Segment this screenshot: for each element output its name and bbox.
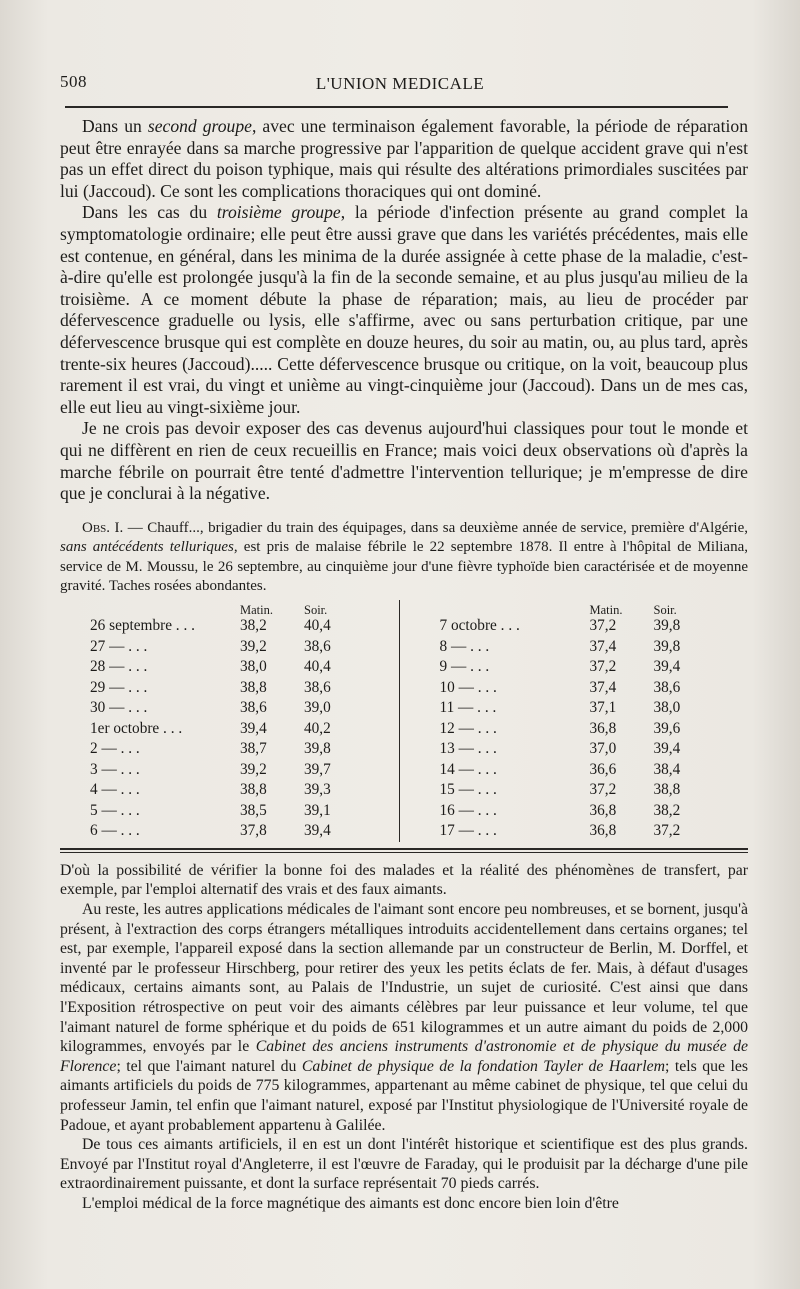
observation-text: Obs. I. — Chauff..., brigadier du train des équipages, dans sa deuxième année de service, première d'Algérie, sans antécédents telluriques, est pris de malaise fébrile le 22 septembre 1878. Il entre à l'hôpital de Miliana, service de M. Moussu, le 26 septembre, au cinquième jour d'une fièvre typhoïde bien caractérisée et de moyenne gravité. Taches rosées abondantes. bbox=[60, 519, 748, 594]
table-right-column bbox=[400, 600, 749, 842]
row-date: 5 — . . . bbox=[90, 801, 140, 819]
table-row bbox=[90, 678, 389, 699]
row-date: 9 — . . . bbox=[439, 658, 490, 676]
row-soir: 38,6 bbox=[304, 637, 331, 655]
row-date: 17 — . . . bbox=[439, 822, 497, 840]
table-row bbox=[440, 678, 739, 699]
row-date: 2 — . . . bbox=[90, 740, 140, 758]
main-text bbox=[60, 116, 748, 505]
row-soir: 39,8 bbox=[304, 740, 331, 758]
row-soir: 37,2 bbox=[653, 822, 681, 840]
row-soir: 38,4 bbox=[653, 760, 681, 778]
page-number: 508 bbox=[60, 72, 87, 91]
row-soir: 39,8 bbox=[653, 637, 681, 655]
row-matin: 37,2 bbox=[589, 617, 617, 635]
row-matin: 39,2 bbox=[240, 637, 267, 655]
table-row bbox=[440, 616, 739, 637]
row-soir: 39,8 bbox=[653, 617, 681, 635]
journal-title: L'UNION MEDICALE bbox=[315, 74, 485, 93]
table-row bbox=[90, 616, 389, 637]
header-matin: Matin. bbox=[240, 603, 273, 618]
row-matin: 37,1 bbox=[589, 699, 617, 717]
row-date: 12 — . . . bbox=[439, 719, 497, 737]
table-left-column bbox=[60, 600, 400, 842]
row-matin: 39,4 bbox=[240, 719, 267, 737]
table-row bbox=[90, 739, 389, 760]
paragraph-faraday: De tous ces aimants artificiels, il en est un dont l'intérêt historique et scientifique est des plus grands. Envoyé par l'Institut royal d'Angleterre, il est l'œuvre de Faraday, qui le produisit par la décharge d'une pile extraordinairement puissante, et dont la surface représentait 70 pieds carrés. bbox=[60, 1136, 748, 1193]
observation-block bbox=[60, 519, 748, 597]
row-soir: 39,4 bbox=[304, 822, 331, 840]
row-date: 15 — . . . bbox=[439, 781, 497, 799]
row-matin: 38,2 bbox=[240, 617, 267, 635]
row-soir: 38,2 bbox=[653, 801, 681, 819]
table-row bbox=[440, 719, 739, 740]
paragraph-transfer: D'où la possibilité de vérifier la bonne foi des malades et la réalité des phénomènes de transfert, par exemple, par l'emploi alternatif des vrais et des faux aimants. bbox=[60, 861, 748, 899]
row-matin: 37,4 bbox=[589, 637, 617, 655]
row-soir: 40,4 bbox=[304, 658, 331, 676]
paragraph-closing: L'emploi médical de la force magnétique des aimants est donc encore bien loin d'être bbox=[82, 1194, 619, 1212]
header-soir: Soir. bbox=[304, 603, 328, 618]
row-matin: 37,0 bbox=[589, 740, 617, 758]
row-date: 27 — . . . bbox=[90, 637, 148, 655]
row-date: 11 — . . . bbox=[439, 699, 497, 717]
paragraph-second-group: Dans un second groupe, avec une terminaison également favorable, la période de réparation peut être enrayée dans sa marche progressive par l'apparition de quelque accident grave qui n'est pas un effet direct du poison typhique, mais qui résulte des altérations primordiales suscitées par lui (Jaccoud). Ce sont les complications thoraciques qui ont dominé. bbox=[60, 116, 748, 201]
table-row bbox=[90, 657, 389, 678]
table-header bbox=[90, 600, 389, 616]
header-soir: Soir. bbox=[653, 603, 677, 618]
row-soir: 39,1 bbox=[304, 801, 331, 819]
row-matin: 38,8 bbox=[240, 678, 267, 696]
row-date: 8 — . . . bbox=[439, 637, 490, 655]
row-soir: 38,6 bbox=[653, 678, 681, 696]
table-bottom-rule bbox=[60, 848, 748, 853]
row-matin: 36,8 bbox=[589, 719, 617, 737]
header-rule bbox=[65, 106, 728, 108]
row-matin: 38,6 bbox=[240, 699, 267, 717]
row-date: 30 — . . . bbox=[90, 699, 148, 717]
paragraph-third-group: Dans les cas du troisième groupe, la période d'infection présente au grand complet la symptomatologie ordinaire; elle peut être aussi grave que dans les variétés précédentes, mais elle est contenue, en général, dans les minima de la durée assignée à cette phase de la maladie, c'est-à-dire qu'elle est prolongée jusqu'à la fin de la seconde semaine, et au plus jusqu'au milieu de la troisième. A ce moment débute la phase de réparation; mais, au lieu de procéder par défervescence graduelle ou lysis, elle s'affirme, avec ou sans perturbation critique, par une défervescence brusque qui est complète en douze heures, du soir au matin, ou, au plus tard, après trente-six heures (Jaccoud)..... Cette défervescence brusque ou critique, on la voit, beaucoup plus rarement il est vrai, du vingt et unième au vingt-cinquième jour (Jaccoud). Dans un de mes cas, elle eut lieu au vingt-sixième jour. bbox=[60, 202, 749, 417]
row-soir: 38,8 bbox=[653, 781, 681, 799]
table-row bbox=[90, 821, 389, 842]
row-soir: 38,0 bbox=[653, 699, 681, 717]
row-date: 14 — . . . bbox=[439, 760, 497, 778]
row-matin: 36,8 bbox=[589, 801, 617, 819]
row-date: 4 — . . . bbox=[90, 781, 140, 799]
lower-text bbox=[60, 861, 748, 1214]
row-date: 1er octobre . . . bbox=[90, 719, 183, 737]
table-row bbox=[440, 739, 739, 760]
table-header bbox=[440, 600, 739, 616]
row-matin: 37,2 bbox=[589, 658, 617, 676]
row-soir: 39,7 bbox=[304, 760, 331, 778]
table-row bbox=[440, 698, 739, 719]
row-date: 10 — . . . bbox=[439, 678, 497, 696]
paragraph-intro-observations: Je ne crois pas devoir exposer des cas devenus aujourd'hui classiques pour tout le monde et qui ne diffèrent en rien de ceux recueillis en France; mais voici deux observations où d'après la marche fébrile on pourrait être tenté d'admettre l'intervention tellurique; je m'empresse de dire que je conclurai à la négative. bbox=[60, 418, 748, 504]
paragraph-magnets: Au reste, les autres applications médicales de l'aimant sont encore peu nombreuses, et se bornent, jusqu'à présent, à l'extraction des corps étrangers métalliques introduits accidentellement dans certains organes; tel est, par exemple, l'appareil exposé dans la section allemande par un constructeur de Berlin, M. Dorffel, et inventé par le professeur Hirschberg, pour retirer des yeux les petits éclats de fer. Mais, à défaut d'usages médicaux, certains aimants sont, au Palais de l'Industrie, un sujet de curiosité. C'est ainsi que dans l'Exposition rétrospective on peut voir des aimants célèbres par leur puissance et leur volume, tel que l'aimant naturel de forme sphérique et du poids de 651 kilogrammes et un autre aimant du poids de 2,000 kilogrammes, envoyés par le Cabinet des anciens instruments d'astronomie et de physique du musée de Florence; tel que l'aimant naturel du Cabinet de physique de la fondation Tayler de Haarlem; tels que les aimants artificiels du poids de 775 kilogrammes, appartenant au même cabinet de physique, tel que celui du professeur Jamin, tel enfin que l'aimant naturel, exposé par l'Institut physiologique de l'Université royale de Padoue, et ayant probablement appartenu à Galilée. bbox=[60, 901, 749, 1134]
table-row bbox=[440, 821, 739, 842]
header-matin: Matin. bbox=[589, 603, 623, 618]
row-date: 29 — . . . bbox=[90, 678, 148, 696]
row-matin: 39,2 bbox=[240, 760, 267, 778]
row-matin: 37,4 bbox=[589, 678, 617, 696]
table-row bbox=[90, 780, 389, 801]
row-matin: 38,0 bbox=[240, 658, 267, 676]
row-matin: 36,8 bbox=[589, 822, 617, 840]
row-soir: 38,6 bbox=[304, 678, 331, 696]
table-row bbox=[440, 801, 739, 822]
row-matin: 37,2 bbox=[589, 781, 617, 799]
row-soir: 40,4 bbox=[304, 617, 331, 635]
row-soir: 39,4 bbox=[653, 658, 681, 676]
table-row bbox=[440, 780, 739, 801]
row-matin: 37,8 bbox=[240, 822, 267, 840]
row-date: 3 — . . . bbox=[90, 760, 140, 778]
row-date: 6 — . . . bbox=[90, 822, 140, 840]
row-date: 26 septembre . . . bbox=[90, 617, 195, 635]
table-row bbox=[90, 760, 389, 781]
table-row bbox=[90, 719, 389, 740]
row-date: 28 — . . . bbox=[90, 658, 148, 676]
row-matin: 38,8 bbox=[240, 781, 267, 799]
temperature-table bbox=[60, 600, 748, 842]
row-matin: 36,6 bbox=[589, 760, 617, 778]
row-date: 16 — . . . bbox=[439, 801, 497, 819]
row-soir: 40,2 bbox=[304, 719, 331, 737]
table-row bbox=[90, 801, 389, 822]
row-soir: 39,6 bbox=[653, 719, 681, 737]
row-soir: 39,4 bbox=[653, 740, 681, 758]
table-row bbox=[440, 760, 739, 781]
table-row bbox=[90, 637, 389, 658]
table-row bbox=[440, 637, 739, 658]
row-matin: 38,7 bbox=[240, 740, 267, 758]
row-date: 13 — . . . bbox=[439, 740, 497, 758]
row-soir: 39,0 bbox=[304, 699, 331, 717]
row-matin: 38,5 bbox=[240, 801, 267, 819]
row-date: 7 octobre . . . bbox=[439, 617, 520, 635]
table-row bbox=[90, 698, 389, 719]
row-soir: 39,3 bbox=[304, 781, 331, 799]
table-row bbox=[440, 657, 739, 678]
